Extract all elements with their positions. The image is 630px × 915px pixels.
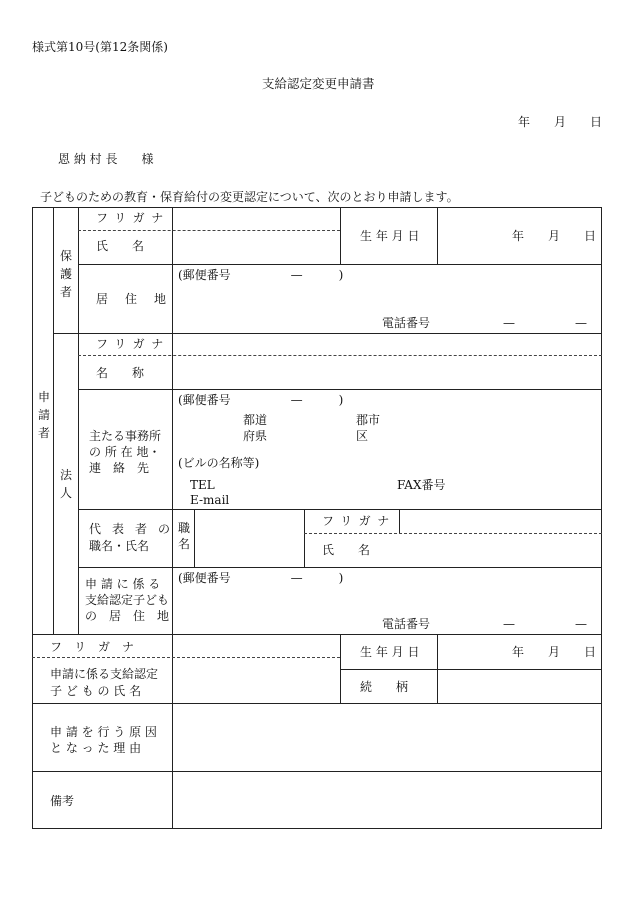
corp-office-line3: 連 絡 先 (89, 461, 150, 475)
corp-email-label: E-mail (190, 493, 230, 507)
corp-fax-label: FAX番号 (397, 478, 446, 492)
child-birth-label: 生 年 月 日 (360, 645, 420, 659)
rep-label-line1: 代 表 者 の (89, 522, 174, 536)
corp-county-top: 郡市 (356, 413, 381, 427)
reason-line2: と な っ た 理 由 (50, 741, 142, 755)
guardian-postal: (郵便番号 — ) (178, 268, 344, 282)
guardian-label: 保護者 (59, 249, 72, 299)
form-number: 様式第10号(第12条関係) (32, 40, 168, 54)
applicant-label: 申請者 (37, 390, 50, 440)
addressee: 恩 納 村 長 様 (58, 152, 154, 166)
guardian-address-label: 居 住 地 (96, 292, 173, 306)
child-name-line2: 子 ど も の 氏 名 (50, 684, 142, 698)
rep-title-label: 職名 (177, 521, 190, 551)
child-relation-label: 続 柄 (360, 680, 409, 694)
corp-pref-top: 都道 (243, 413, 268, 427)
child-name-line1: 申請に係る支給認定 (50, 667, 159, 681)
corp-tel-label: TEL (190, 478, 215, 492)
guardian-birth-format: 年 月 日 (512, 229, 597, 243)
child-phone-label: 電話番号 (382, 617, 431, 631)
corp-postal: (郵便番号 — ) (178, 393, 344, 407)
guardian-phone-format: — — (503, 316, 588, 330)
guardian-name-label: 氏 名 (96, 239, 145, 253)
guardian-birth-label: 生 年 月 日 (360, 229, 420, 243)
child-address-line3: の 居 住 地 (85, 609, 170, 623)
rep-label-line2: 職名・氏名 (89, 539, 150, 553)
form-title: 支給認定変更申請書 (262, 76, 375, 91)
corp-building: (ビルの名称等) (178, 456, 260, 470)
child-phone-format: — — (503, 617, 588, 631)
child-furigana-label: フ リ ガ ナ (50, 640, 135, 654)
child-birth-format: 年 月 日 (512, 645, 597, 659)
child-address-line2: 支給認定子ども (85, 593, 170, 607)
remarks-label: 備考 (50, 794, 75, 808)
guardian-phone-label: 電話番号 (382, 316, 431, 330)
corp-furigana-label: フリガナ (96, 337, 170, 351)
child-address-line1: 申 請 に 係 る (85, 577, 161, 591)
reason-line1: 申 請 を 行 う 原 因 (50, 725, 157, 739)
corp-pref-bottom: 府県 (243, 429, 268, 443)
submission-date: 年 月 日 (518, 115, 603, 129)
corp-county-bottom: 区 (356, 429, 369, 443)
rep-furigana-label: フリガナ (322, 514, 396, 528)
corporation-label: 法人 (59, 468, 72, 500)
corp-office-line1: 主たる事務所 (89, 429, 162, 443)
rep-name-label: 氏 名 (322, 543, 371, 557)
child-postal: (郵便番号 — ) (178, 571, 344, 585)
corp-office-line2: の 所 在 地・ (89, 445, 161, 459)
guardian-furigana-label: フリガナ (96, 211, 170, 225)
intro-text: 子どものための教育・保育給付の変更認定について、次のとおり申請します。 (40, 190, 459, 204)
corp-name-label: 名 称 (96, 366, 145, 380)
